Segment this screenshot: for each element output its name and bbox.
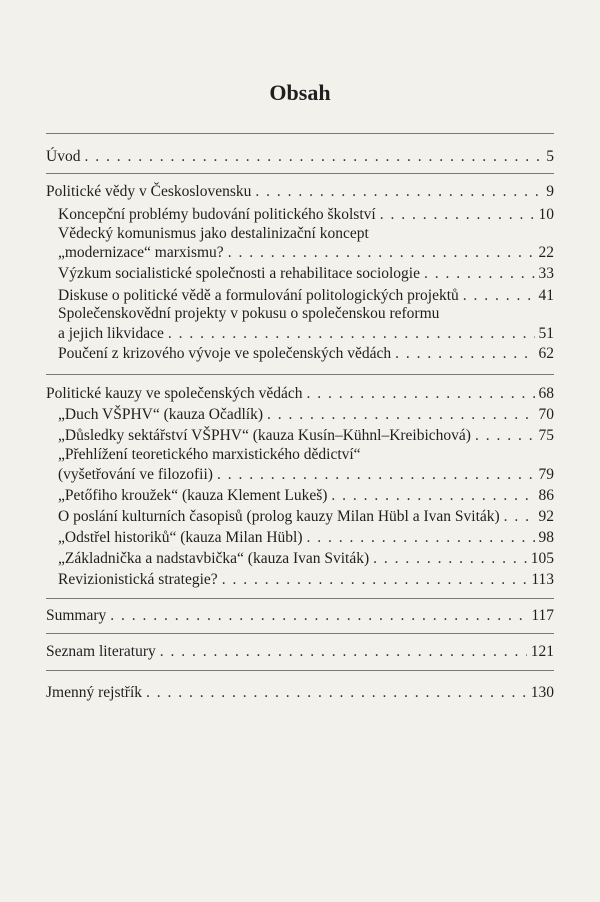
toc-entry-title: Poučení z krizového vývoje ve společenských vědách — [58, 345, 392, 362]
dot-leader — [267, 405, 534, 424]
toc-entry-koncepcni-problemy[interactable] — [58, 205, 554, 224]
dot-leader — [307, 384, 535, 403]
toc-entry-page: 10 — [538, 206, 554, 223]
dot-leader — [463, 286, 535, 305]
toc-entry-politicke-vedy[interactable] — [46, 182, 554, 201]
dot-leader — [475, 426, 535, 445]
toc-entry-vyzkum[interactable] — [58, 264, 554, 283]
toc-entry-duch-vsphv[interactable] — [58, 405, 554, 424]
toc-entry-spolecenskovedni[interactable] — [58, 324, 554, 343]
toc-entry-uvod[interactable] — [46, 147, 554, 166]
divider — [46, 173, 554, 174]
toc-entry-seznam-literatury[interactable] — [46, 642, 554, 661]
toc-entry-dusledky[interactable] — [58, 426, 554, 445]
toc-entry-pouceni[interactable] — [58, 344, 554, 363]
toc-entry-title: (vyšetřování ve filozofii) — [58, 466, 213, 483]
dot-leader — [395, 344, 534, 363]
toc-entry-page: 92 — [538, 508, 554, 525]
dot-leader — [160, 642, 527, 661]
toc-entry-title: „Duch VŠPHV“ (kauza Očadlík) — [58, 406, 264, 423]
toc-entry-page: 79 — [538, 466, 554, 483]
divider — [46, 133, 554, 134]
toc-entry-page: 130 — [530, 684, 554, 701]
toc-entry-page: 5 — [546, 148, 554, 165]
dot-leader — [424, 264, 535, 283]
toc-entry-diskuse[interactable] — [58, 286, 554, 305]
toc-entry-page: 62 — [538, 345, 554, 362]
dot-leader — [380, 205, 535, 224]
toc-entry-page: 117 — [531, 607, 554, 624]
dot-leader — [84, 147, 542, 166]
dot-leader — [504, 507, 535, 526]
toc-entry-page: 33 — [538, 265, 554, 282]
toc-entry-page: 86 — [538, 487, 554, 504]
toc-entry-title: Úvod — [46, 148, 81, 165]
toc-entry-spolecenskovedni-line1[interactable]: Společenskovědní projekty v pokusu o společenskou reformu — [58, 305, 440, 322]
toc-entry-page: 98 — [538, 529, 554, 546]
toc-entry-petofiho[interactable] — [58, 486, 554, 505]
toc-entry-title: Koncepční problémy budování politického školství — [58, 206, 376, 223]
toc-entry-page: 68 — [538, 385, 554, 402]
toc-entry-vedecky-komunismus[interactable] — [58, 243, 554, 262]
toc-entry-page: 75 — [538, 427, 554, 444]
divider — [46, 598, 554, 599]
toc-entry-title: „Petőfiho kroužek“ (kauza Klement Lukeš) — [58, 487, 328, 504]
toc-entry-page: 105 — [530, 550, 554, 567]
toc-entry-title: „modernizace“ marxismu? — [58, 244, 224, 261]
toc-entry-title: Revizionistická strategie? — [58, 571, 218, 588]
toc-entry-odstrel[interactable] — [58, 528, 554, 547]
dot-leader — [307, 528, 535, 547]
toc-entry-title: O poslání kulturních časopisů (prolog kauzy Milan Hübl a Ivan Sviták) — [58, 508, 500, 525]
dot-leader — [168, 324, 535, 343]
toc-entry-politicke-kauzy[interactable] — [46, 384, 554, 403]
toc-entry-title: „Důsledky sektářství VŠPHV“ (kauza Kusín–Kühnl–Kreibichová) — [58, 427, 471, 444]
toc-entry-title: Politické kauzy ve společenských vědách — [46, 385, 303, 402]
toc-entry-page: 9 — [546, 183, 554, 200]
toc-entry-page: 70 — [538, 406, 554, 423]
toc-entry-vedecky-komunismus-line1[interactable]: Vědecký komunismus jako destalinizační koncept — [58, 225, 369, 242]
toc-entry-prehlizeni[interactable] — [58, 465, 554, 484]
dot-leader — [110, 606, 527, 625]
toc-entry-title: „Odstřel historiků“ (kauza Milan Hübl) — [58, 529, 303, 546]
toc-entry-title: Seznam literatury — [46, 643, 156, 660]
toc-entry-page: 121 — [530, 643, 554, 660]
toc-entry-page: 41 — [538, 287, 554, 304]
dot-leader — [217, 465, 535, 484]
toc-entry-title: Diskuse o politické vědě a formulování politologických projektů — [58, 287, 459, 304]
divider — [46, 670, 554, 671]
toc-entry-title: a jejich likvidace — [58, 325, 164, 342]
toc-entry-page: 113 — [531, 571, 554, 588]
dot-leader — [255, 182, 542, 201]
toc-heading: Obsah — [269, 80, 331, 105]
toc-entry-page: 51 — [538, 325, 554, 342]
toc-entry-summary[interactable] — [46, 606, 554, 625]
dot-leader — [146, 683, 527, 702]
toc-entry-revizionisticka[interactable] — [58, 570, 554, 589]
divider — [46, 374, 554, 375]
toc-entry-title: „Základnička a nadstavbička“ (kauza Ivan Sviták) — [58, 550, 370, 567]
toc-entry-poslani[interactable] — [58, 507, 554, 526]
toc-entry-prehlizeni-line1[interactable]: „Přehlížení teoretického marxistického dědictví“ — [58, 446, 361, 463]
toc-entry-title: Výzkum socialistické společnosti a rehabilitace sociologie — [58, 265, 420, 282]
dot-leader — [331, 486, 534, 505]
toc-entry-jmenny-rejstrik[interactable] — [46, 683, 554, 702]
toc-entry-title: Jmenný rejstřík — [46, 684, 142, 701]
divider — [46, 633, 554, 634]
toc-entry-title: Politické vědy v Československu — [46, 183, 252, 200]
toc-entry-zakladnicka[interactable] — [58, 549, 554, 568]
dot-leader — [373, 549, 527, 568]
dot-leader — [222, 570, 528, 589]
toc-entry-page: 22 — [538, 244, 554, 261]
toc-entry-title: Summary — [46, 607, 107, 624]
dot-leader — [228, 243, 535, 262]
